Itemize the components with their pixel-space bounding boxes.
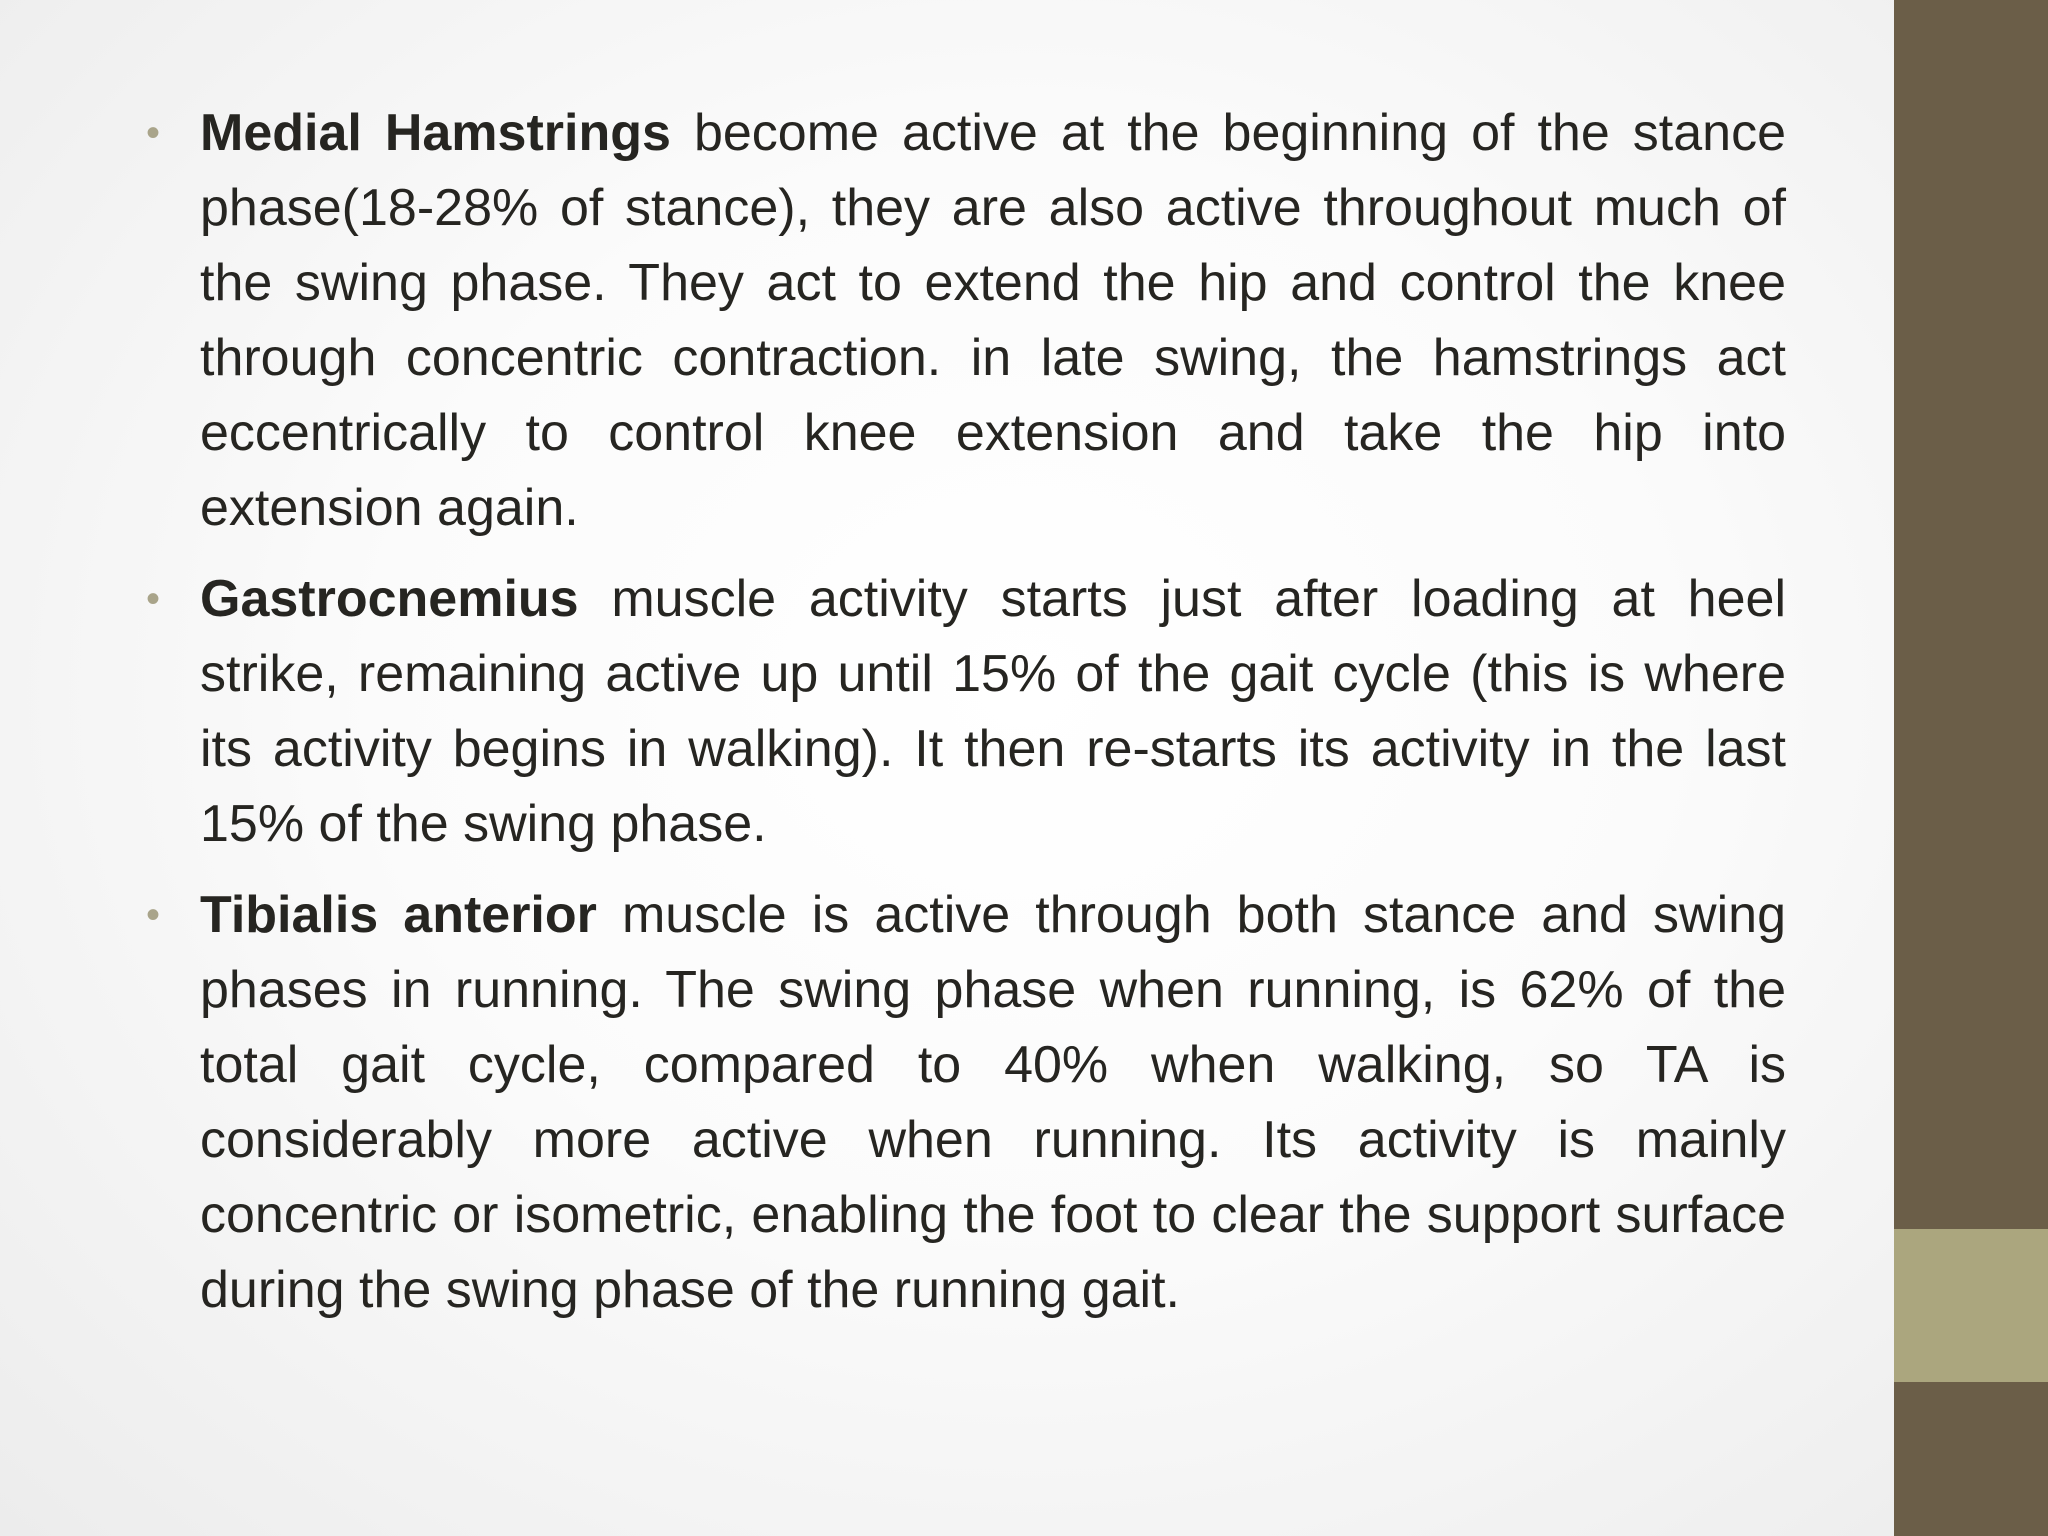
bullet-tibialis-anterior — [140, 878, 1786, 1328]
bullet-list — [140, 96, 1786, 1328]
bullet-medial-hamstrings — [140, 96, 1786, 546]
bullet-dot-icon: • — [146, 577, 161, 621]
bullet-text: muscle activity starts just after loading at heel strike, remaining active up until 15% of the gait cycle (this is where its activity begins in walking). It then re-starts its activity in the last 15% of the swing phase. — [200, 570, 1786, 853]
bullet-text: become active at the beginning of the stance phase(18-28% of stance), they are also active throughout much of the swing phase. They act to extend the hip and control the knee through concentric contraction. in late swing, the hamstrings act eccentrically to control knee extension and take the hip into extension again. — [200, 104, 1786, 537]
bullet-dot-icon: • — [146, 893, 161, 937]
bullet-term: Gastrocnemius — [200, 570, 579, 628]
side-accent-decoration — [1894, 1229, 2048, 1382]
slide-content — [140, 96, 1786, 1344]
bullet-text: muscle is active through both stance and swing phases in running. The swing phase when running, is 62% of the total gait cycle, compared to 40% when walking, so TA is considerably more active when running. Its activity is mainly concentric or isometric, enabling the foot to clear the support surface during the swing phase of the running gait. — [200, 886, 1786, 1319]
bullet-term: Medial Hamstrings — [200, 104, 671, 162]
bullet-gastrocnemius — [140, 562, 1786, 862]
bullet-dot-icon: • — [146, 111, 161, 155]
bullet-term: Tibialis anterior — [200, 886, 597, 944]
